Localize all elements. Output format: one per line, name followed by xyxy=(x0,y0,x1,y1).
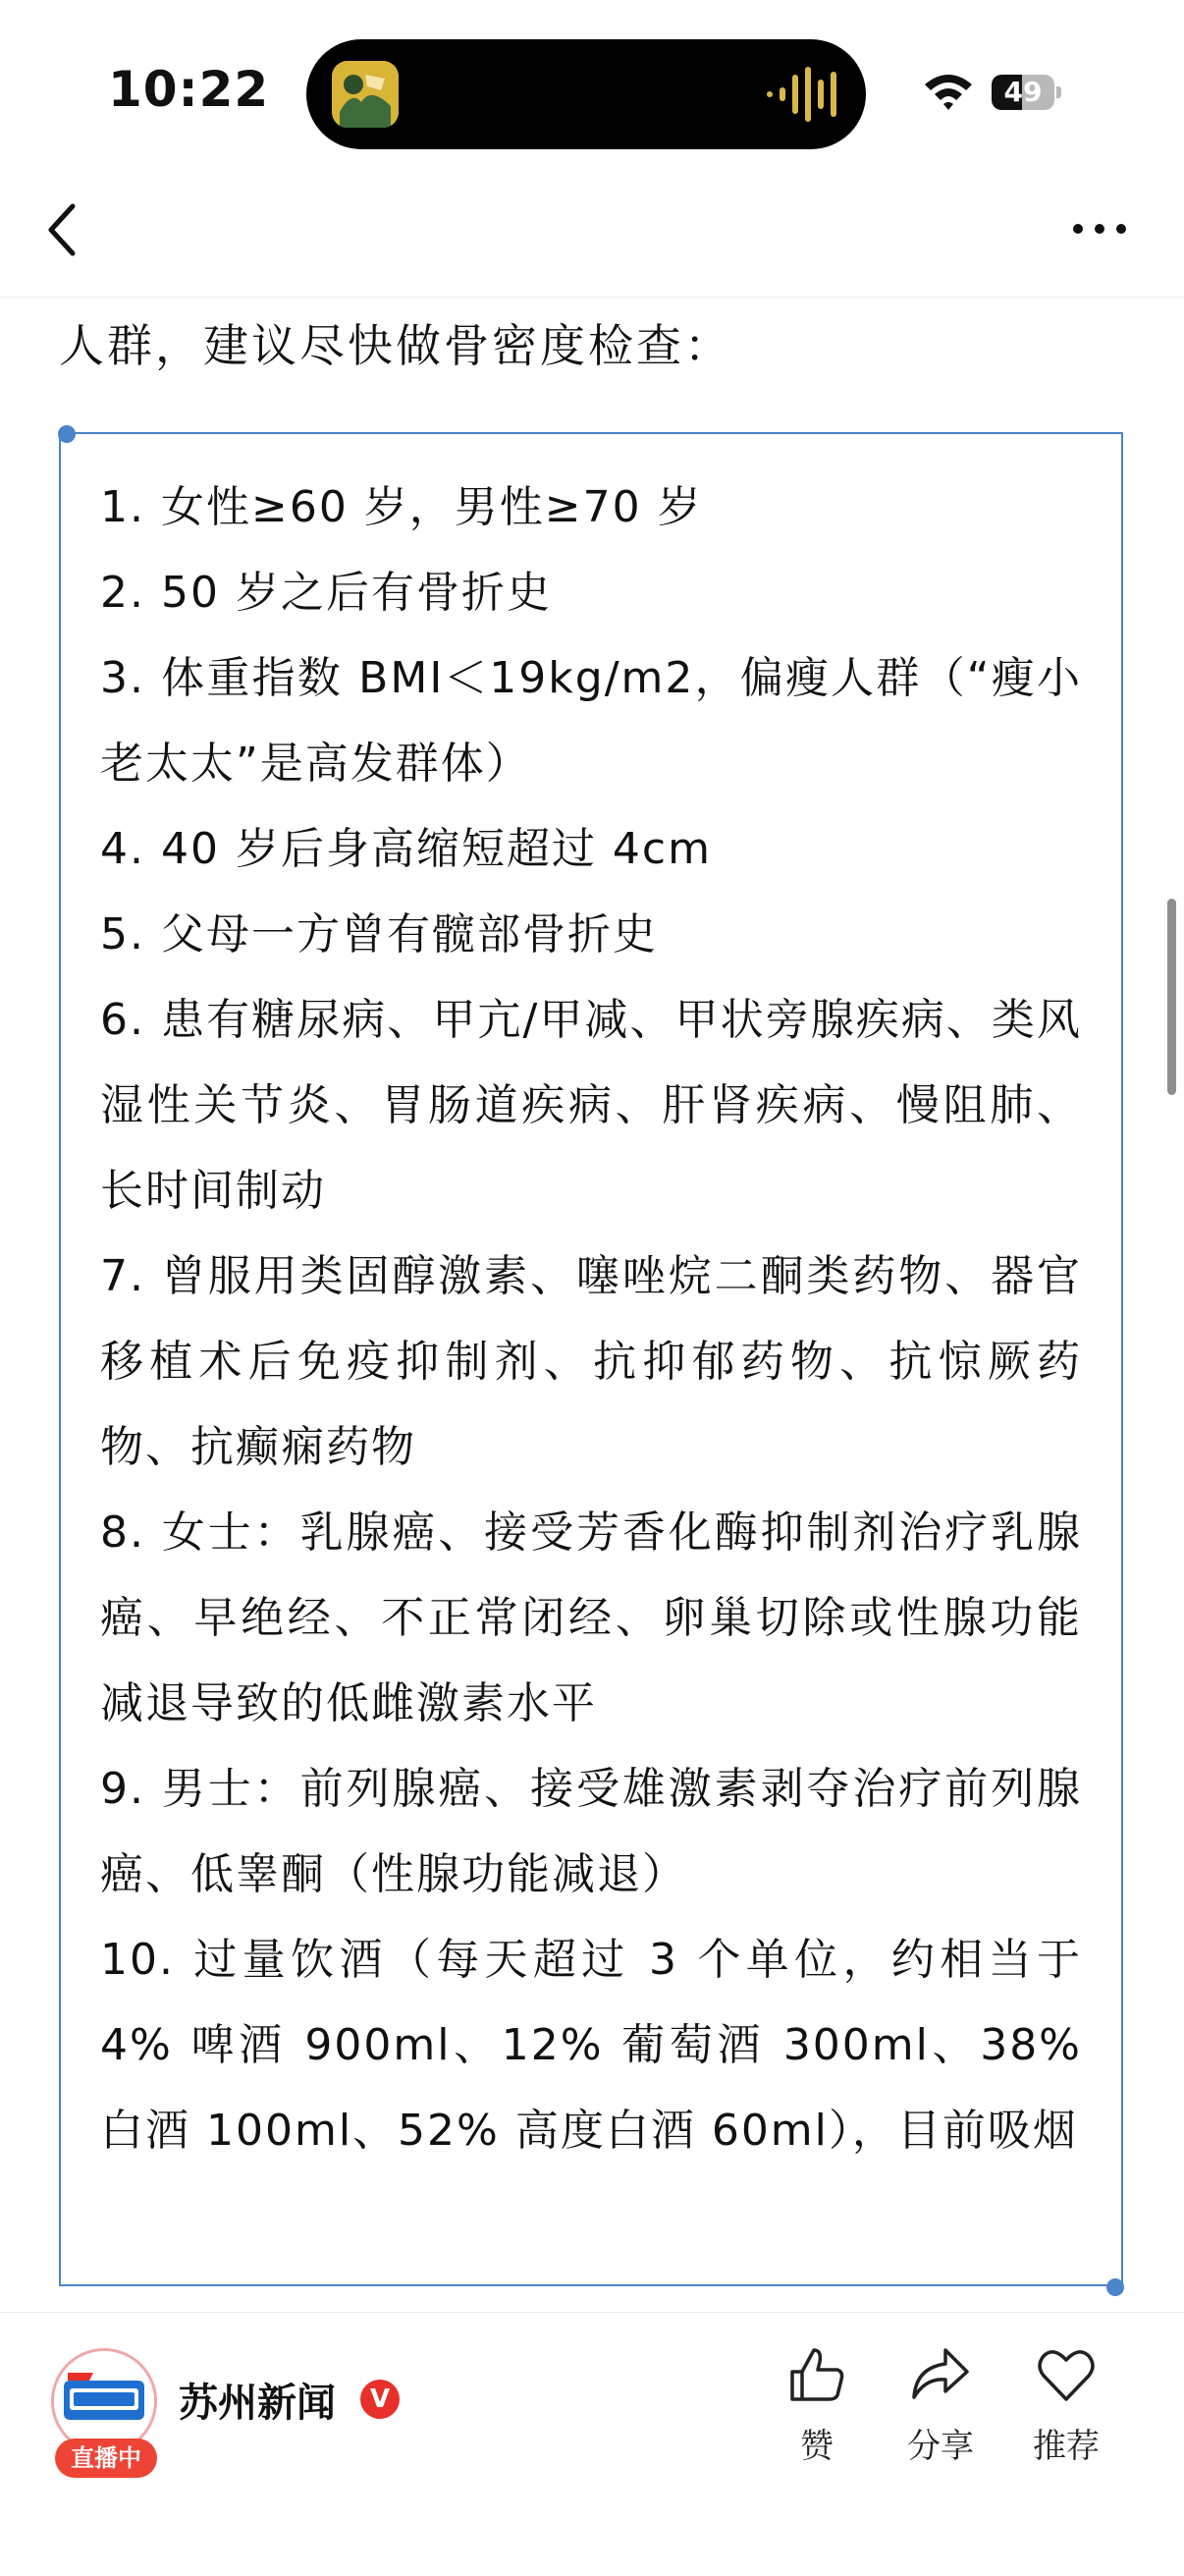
list-item: 1. 女性≥60 岁，男性≥70 岁 xyxy=(100,482,703,532)
recommend-button[interactable] xyxy=(1007,2342,1125,2467)
chevron-left-icon[interactable] xyxy=(39,200,88,259)
list-item: 6. 患有糖尿病、甲亢/甲减、甲状旁腺疾病、类风湿性关节炎、胃肠道疾病、肝肾疾病、慢阻肺、长时间制动 xyxy=(100,995,1082,1216)
list-item: 8. 女士：乳腺癌、接受芳香化酶抑制剂治疗乳腺癌、早绝经、不正常闭经、卵巢切除或性腺功能减退导致的低雌激素水平 xyxy=(100,1507,1082,1728)
list-item: 5. 父母一方曾有髋部骨折史 xyxy=(100,909,658,959)
quote-box-corner-dot xyxy=(58,425,76,443)
list-item: 10. 过量饮酒（每天超过 3 个单位，约相当于 4% 啤酒 900ml、12% 葡萄酒 300ml、38% 白酒 100ml、52% 高度白酒 60ml），目前吸烟 xyxy=(100,1935,1082,2156)
account-name[interactable]: 苏州新闻 xyxy=(179,2381,336,2426)
list-item: 9. 男士：前列腺癌、接受雄激素剥夺治疗前列腺癌、低睾酮（性腺功能减退） xyxy=(100,1764,1082,1899)
ellipsis-icon[interactable] xyxy=(1070,214,1129,244)
list-item: 2. 50 岁之后有骨折史 xyxy=(100,568,552,618)
share-arrow-icon xyxy=(908,2342,973,2407)
quote-box-corner-dot xyxy=(1106,2278,1124,2296)
bottom-action-bar xyxy=(0,2312,1184,2576)
list-item: 4. 40 岁后身高缩短超过 4cm xyxy=(100,824,712,874)
like-button[interactable] xyxy=(758,2342,876,2467)
wifi-icon xyxy=(923,71,974,110)
share-button[interactable] xyxy=(882,2342,999,2467)
dynamic-island[interactable] xyxy=(306,39,866,149)
article-intro-text: 人群，建议尽快做骨密度检查： xyxy=(59,319,732,372)
list-item: 7. 曾服用类固醇激素、噻唑烷二酮类药物、器官移植术后免疫抑制剂、抗抑郁药物、抗惊厥药物、抗癫痫药物 xyxy=(100,1251,1082,1472)
share-label: 分享 xyxy=(907,2427,974,2466)
account-avatar[interactable] xyxy=(51,2348,163,2470)
status-bar xyxy=(0,0,1184,177)
thumbs-up-icon xyxy=(784,2342,849,2407)
battery-icon xyxy=(992,75,1062,114)
music-app-icon[interactable] xyxy=(332,61,399,128)
navigation-bar xyxy=(0,177,1184,298)
audio-waveform-icon xyxy=(767,67,836,122)
heart-icon xyxy=(1034,2342,1099,2407)
list-item: 3. 体重指数 BMI＜19kg/m2，偏瘦人群（“瘦小老太太”是高发群体） xyxy=(100,653,1082,789)
recommend-label: 推荐 xyxy=(1033,2427,1100,2466)
like-label: 赞 xyxy=(800,2427,834,2466)
risk-criteria-list xyxy=(100,465,1082,2173)
battery-percent: 49 xyxy=(1003,76,1043,108)
status-time: 10:22 xyxy=(108,61,270,118)
live-badge: 直播中 xyxy=(55,2439,157,2478)
scrollbar[interactable] xyxy=(1167,899,1176,1095)
verified-icon: V xyxy=(360,2380,400,2419)
